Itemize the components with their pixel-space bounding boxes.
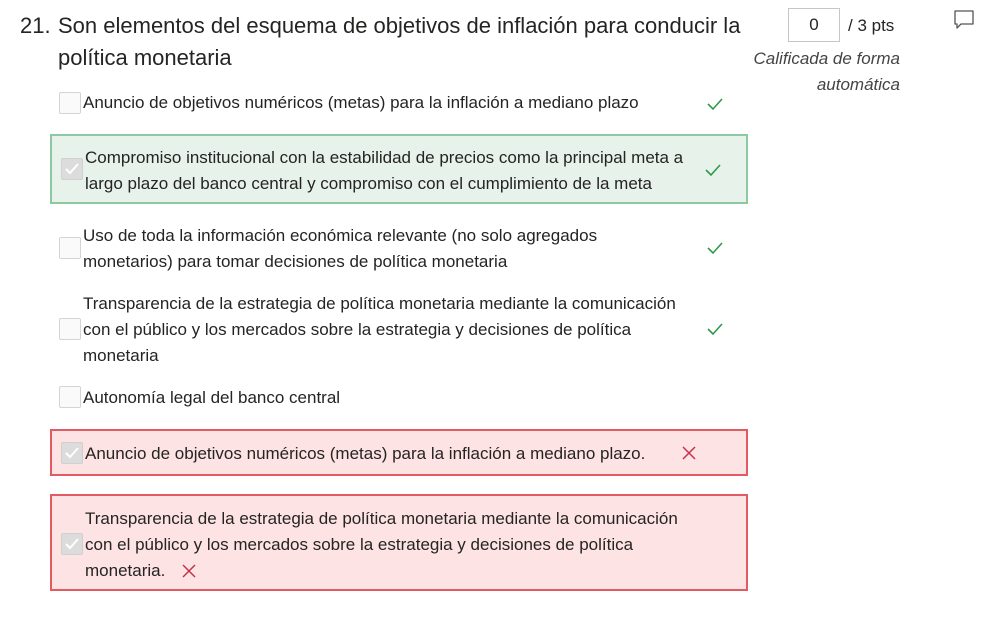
answer-option[interactable] (50, 290, 748, 370)
checkmark-icon (703, 160, 723, 180)
auto-graded-label: Calificada de forma automática (753, 49, 900, 94)
option-text: Uso de toda la información económica relevante (no solo agregados monetarios) para tomar decisiones de política monetaria (83, 226, 598, 271)
comment-icon[interactable] (952, 8, 976, 32)
points-total: / 3 pts (848, 16, 895, 35)
x-icon (680, 444, 698, 462)
option-checkbox-checked[interactable] (61, 533, 83, 555)
option-checkbox[interactable] (59, 386, 81, 408)
option-checkbox-checked[interactable] (61, 442, 83, 464)
option-text: Anuncio de objetivos numéricos (metas) para la inflación a mediano plazo (83, 93, 639, 112)
option-text: Compromiso institucional con la estabilidad de precios como la principal meta a largo plazo del banco central y compromiso con el cumplimiento de la meta (85, 148, 684, 193)
answer-option-selected-incorrect[interactable] (50, 494, 748, 591)
option-checkbox[interactable] (59, 318, 81, 340)
option-checkbox[interactable] (59, 237, 81, 259)
question-number: 21. (20, 13, 51, 38)
answer-option[interactable] (50, 222, 748, 276)
x-icon (180, 562, 198, 580)
score-input[interactable]: 0 (788, 8, 840, 42)
option-checkbox[interactable] (59, 92, 81, 114)
answer-option-selected-correct[interactable] (50, 134, 748, 204)
checkmark-icon (705, 319, 725, 339)
option-checkbox-checked[interactable] (61, 158, 83, 180)
answer-option[interactable] (50, 90, 748, 118)
answer-option-selected-incorrect[interactable] (50, 429, 748, 476)
option-text: Transparencia de la estrategia de política monetaria mediante la comunicación con el público y los mercados sobre la estrategia y decisiones de política monetaria (83, 294, 676, 365)
question-title: Son elementos del esquema de objetivos de inflación para conducir la política monetaria (58, 13, 741, 70)
option-text: Anuncio de objetivos numéricos (metas) para la inflación a mediano plazo. (85, 444, 646, 463)
option-text: Transparencia de la estrategia de política monetaria mediante la comunicación con el público y los mercados sobre la estrategia y decisiones de política monetaria. (85, 509, 678, 580)
answer-option[interactable] (50, 384, 748, 412)
option-text: Autonomía legal del banco central (83, 388, 341, 407)
checkmark-icon (705, 238, 725, 258)
checkmark-icon (705, 94, 725, 114)
